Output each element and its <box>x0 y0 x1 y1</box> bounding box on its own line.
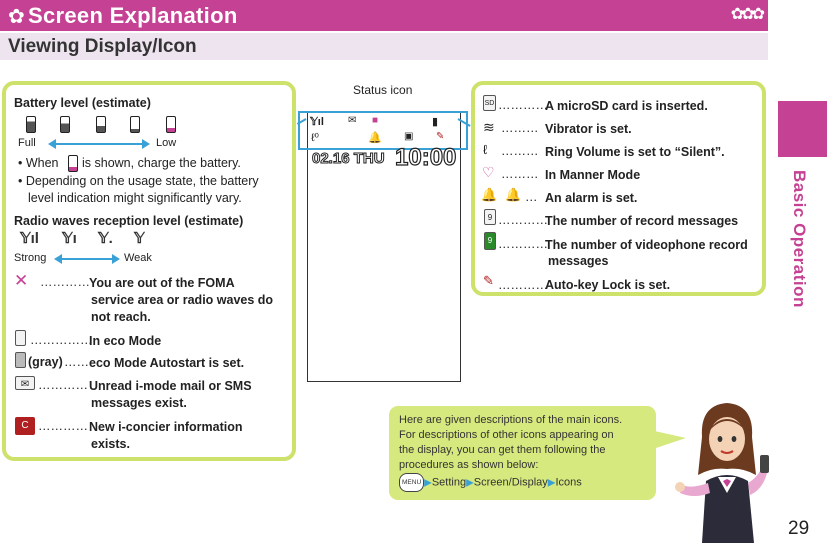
i-concier-line1: New i-concier information <box>89 420 243 434</box>
eco-autostart-icon <box>15 352 26 368</box>
status-alarm-icon: 🔔 <box>368 132 382 144</box>
leader-dots: …………… <box>30 333 93 347</box>
page-title: Screen Explanation <box>28 3 238 28</box>
videophone-record-line2: messages <box>548 254 609 268</box>
bubble-line: the display, you can get them following the <box>399 444 606 456</box>
header-bar <box>0 0 768 31</box>
battery-mid-icon <box>96 116 106 133</box>
battery-note-1b: is shown, charge the battery. <box>82 156 241 170</box>
eco-mode-label: In eco Mode <box>89 334 162 348</box>
out-of-service-line3: not reach. <box>91 310 151 324</box>
flower-decoration-icon: ✿✿✿ <box>730 6 762 23</box>
battery-low-icon <box>130 116 140 133</box>
i-concier-line2: exists. <box>91 437 130 451</box>
radio-range-arrow <box>56 258 118 260</box>
microsd-label: A microSD card is inserted. <box>545 99 708 113</box>
eco-autostart-label: eco Mode Autostart is set. <box>89 356 245 370</box>
leader-dots: ……… <box>501 121 539 135</box>
arrow-right-icon: ▶ <box>547 477 556 489</box>
bubble-path <box>399 473 649 492</box>
alarm-color-icon: 🔔 <box>505 187 522 202</box>
videophone-record-icon: 9 <box>484 232 496 250</box>
record-message-label: The number of record messages <box>545 214 739 228</box>
status-iconcier-icon: ■ <box>372 115 379 126</box>
status-lock-icon: ✎ <box>436 131 445 142</box>
battery-note-1a: • When <box>18 156 59 170</box>
battery-high-icon <box>60 116 70 133</box>
vibrator-label: Vibrator is set. <box>545 122 632 136</box>
leader-dots: ………… <box>498 213 548 227</box>
leader-dots: ……… <box>501 167 539 181</box>
leader-dots: …… <box>64 355 89 369</box>
silent-icon: ℓ <box>483 142 488 157</box>
record-message-icon: 9 <box>484 209 496 225</box>
alarm-icon: 🔔 <box>481 187 498 202</box>
manner-mode-label: In Manner Mode <box>545 168 641 182</box>
auto-key-lock-label: Auto-key Lock is set. <box>545 278 671 292</box>
status-icon-label: Status icon <box>353 83 413 97</box>
auto-key-lock-icon: ✎ <box>483 273 494 288</box>
i-concier-icon: C <box>15 417 35 435</box>
battery-title: Battery level (estimate) <box>14 96 151 110</box>
path-step-icons: Icons <box>555 476 582 489</box>
manner-mode-icon: ♡ <box>482 164 495 180</box>
status-battery-icon: ▮ <box>432 116 439 128</box>
battery-note-2a: • Depending on the usage state, the battery <box>18 174 259 188</box>
gray-label: (gray) <box>28 355 63 369</box>
arrow-right-icon: ▶ <box>466 477 474 489</box>
leader-dots: ………… <box>498 237 548 251</box>
strong-label: Strong <box>14 252 47 264</box>
videophone-record-line1: The number of videophone record <box>545 238 748 252</box>
unread-mail-line1: Unread i-mode mail or SMS <box>89 379 252 393</box>
leader-dots: ………… <box>498 278 548 292</box>
leader-dots: ……… <box>501 144 539 158</box>
mail-icon: ✉ <box>15 376 35 390</box>
microsd-icon: SD <box>483 95 496 111</box>
bubble-line: procedures as shown below: <box>399 459 539 471</box>
status-antenna-icon: 𝕐ıl <box>310 116 324 128</box>
bubble-line: For descriptions of other icons appearing on <box>399 429 614 441</box>
chapter-label: Basic Operation <box>790 170 809 308</box>
leader-dots: ………… <box>40 275 90 289</box>
antenna-mid-icon: 𝕐ı <box>62 230 77 247</box>
leader-dots: ………… <box>38 419 88 433</box>
antenna-none-icon: 𝕐 <box>134 230 145 247</box>
alarm-label: An alarm is set. <box>545 191 638 205</box>
bubble-line: Here are given descriptions of the main icons. <box>399 414 623 426</box>
status-mail-icon: ✉ <box>348 115 357 126</box>
chapter-tab <box>778 101 827 157</box>
antenna-low-icon: 𝕐. <box>98 230 113 247</box>
out-of-service-line2: service area or radio waves do <box>91 293 274 307</box>
antenna-full-icon: 𝕐ıl <box>20 230 39 247</box>
path-step-screen-display: Screen/Display <box>473 476 548 489</box>
out-of-service-line1: You are out of the FOMA <box>89 276 235 290</box>
leader-dots: ………… <box>38 378 88 392</box>
unread-mail-line2: messages exist. <box>91 396 187 410</box>
battery-note-2b: level indication might significantly vary. <box>28 191 242 205</box>
silent-label: Ring Volume is set to “Silent”. <box>545 145 725 159</box>
battery-full-icon <box>26 116 36 133</box>
phone-clock: 10:00 <box>395 144 457 171</box>
help-bubble <box>389 406 656 500</box>
status-silent-icon: ℓ⁰ <box>311 132 319 144</box>
battery-range-arrow <box>50 143 148 145</box>
radio-title: Radio waves reception level (estimate) <box>14 214 244 228</box>
section-title: Viewing Display/Icon <box>8 36 197 57</box>
vibrator-icon: ≋ <box>483 119 495 135</box>
battery-empty-icon <box>166 116 176 133</box>
arrow-right-icon: ▶ <box>424 477 432 489</box>
leader-dots: ………… <box>498 98 548 112</box>
guide-character-illustration <box>672 397 782 543</box>
battery-full-label: Full <box>18 137 36 149</box>
page-number: 29 <box>788 518 810 539</box>
section-header <box>0 33 768 60</box>
leader-dots: … <box>525 190 538 204</box>
battery-low-label: Low <box>156 137 177 149</box>
out-of-service-icon: ✕ <box>14 271 29 290</box>
eco-mode-icon <box>15 330 26 346</box>
weak-label: Weak <box>124 252 152 264</box>
battery-empty-icon <box>68 155 78 172</box>
status-record-icon: ▣ <box>404 131 414 142</box>
path-step-setting: Setting <box>431 476 467 489</box>
phone-date: 02.16 THU <box>312 150 385 167</box>
flower-icon: ✿ <box>8 6 25 28</box>
menu-key-icon: MENU <box>399 473 424 492</box>
